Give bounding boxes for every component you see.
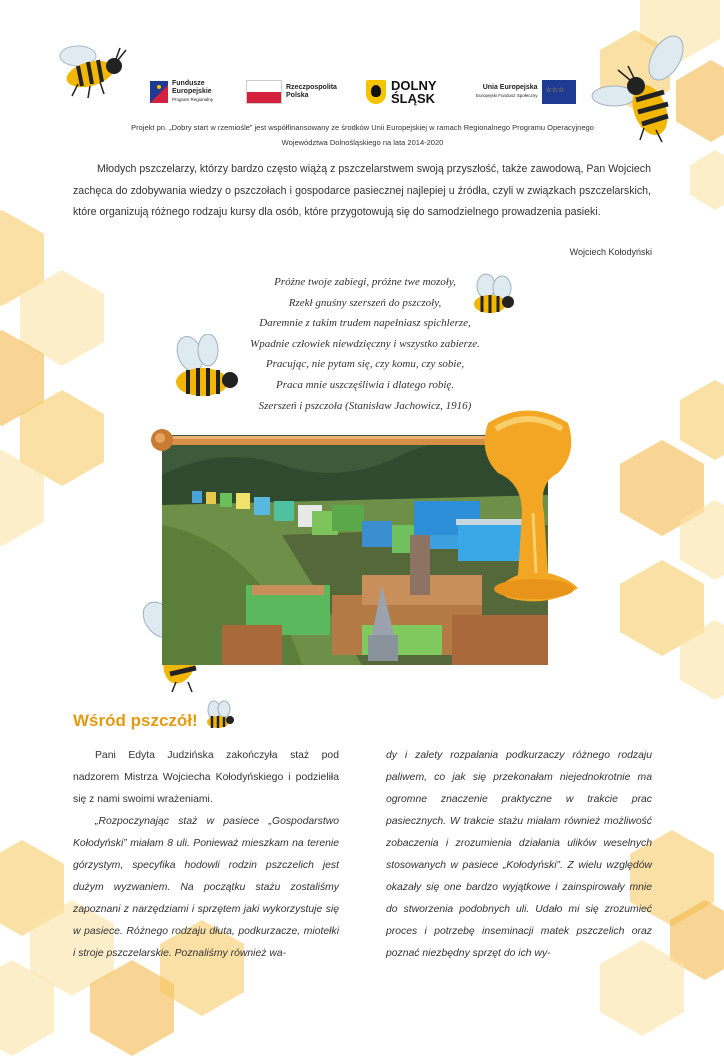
fundusze-europejskie-icon xyxy=(150,79,168,105)
honey-dipper-rod xyxy=(148,428,523,452)
ue-sub: Europejski Fundusz Społeczny xyxy=(476,93,538,98)
article-column-right xyxy=(386,745,652,965)
poem-line: Pracując, nie pytam się, czy komu, czy sobie, xyxy=(265,358,465,371)
rp-line1: Rzeczpospolita xyxy=(286,84,337,91)
honeycomb-cell xyxy=(690,150,724,210)
article-paragraph: dy i zalety rozpalania podkurzaczy różnego rodzaju paliwem, co jak się przekonałam niejednokrotnie ma ogromne znaczenie praktyczne w trakcie prac pasiecznych. W trakcie stażu miałam również możliwość zobaczenia i zrozumienia działania ulików weselnych stosowanych w pasiece „Kołodyński”. Z wielu względów okazały się one bardzo wyjątkowe i zainspirowały mnie do stworzenia podobnych uli. Udało mi się zrozumieć proces i potrzebę inseminacji matek pszczelich oraz poznać niezbędny sprzęt do ich wy- xyxy=(386,750,652,959)
logo-rzeczpospolita xyxy=(246,76,337,108)
honey-drip xyxy=(478,403,588,608)
bee-icon xyxy=(202,700,236,732)
ds-line2: ŚLĄSK xyxy=(391,91,436,106)
article-paragraph: Pani Edyta Judzińska zakończyła staż pod nadzorem Mistrza Wojciecha Kołodyńskiego i podzieliła się z nami swoimi wrażeniami. xyxy=(73,750,339,805)
fe-sub: Program Regionalny xyxy=(172,97,214,102)
article-paragraph: „Rozpoczynając staż w pasiece „Gospodarstwo Kołodyński” miałam 8 uli. Ponieważ mieszkam na terenie górzystym, specyfika hodowli rodzin pszczelich jest dużym wyzwaniem. Na początku stażu zostaliśmy zapoznani z narzędziami i sprzętem jaki wykorzystuje się w pasiece. Różnego rodzaju dłuta, podkurzacze, miotełki i stroje pszczelarskie. Poznaliśmy również wa- xyxy=(73,816,339,959)
poem-line: Daremnie z takim trudem napełniasz spichlerze, xyxy=(259,317,471,330)
poem-attribution: Szerszeń i pszczoła (Stanisław Jachowicz, 1916) xyxy=(258,399,472,412)
section-title: Wśród pszczół! xyxy=(73,711,198,730)
poem-line: Wpadnie człowiek niewdzięczny i wszystko zabierze. xyxy=(250,337,480,350)
project-line1: Projekt pn. „Dobry start w rzemiośle” jest współfinansowany ze środków Unii Europejskiej w ramach Regionalnego Programu Operacyjnego xyxy=(131,123,594,132)
project-info xyxy=(90,120,635,150)
project-line2: Województwa Dolnośląskiego na lata 2014-2020 xyxy=(281,138,444,147)
funding-logos xyxy=(150,76,580,108)
fe-line2: Europejskie xyxy=(172,88,212,95)
eagle-crest-icon xyxy=(366,80,386,104)
rp-line2: Polska xyxy=(286,92,309,99)
intro-paragraph: Młodych pszczelarzy, którzy bardzo często wiążą z pszczelarstwem swoją przyszłość, także zawodową, Pan Wojciech zachęca do zdobywania wiedzy o pszczołach i gospodarce pasiecznej najlepiej u źródła, czyli w związkach pszczelarskich, które organizują różnego rodzaju kursy dla osób, które przygotowują się do samodzielnego prowadzenia pasieki. xyxy=(73,163,651,218)
fe-line1: Fundusze xyxy=(172,80,205,87)
article-column-left xyxy=(73,745,339,965)
poem-line: Praca mnie uszczęśliwia i dlatego robię. xyxy=(275,378,455,391)
polish-flag-icon xyxy=(246,80,282,104)
eu-flag-icon xyxy=(542,80,576,104)
poem-line: Próżne twoje zabiegi, próżne twe mozoły, xyxy=(274,276,456,288)
ds-line1: DOLNY xyxy=(391,78,437,93)
logo-dolny-slask xyxy=(366,76,437,108)
bee-icon xyxy=(48,40,132,100)
intro-signature: Wojciech Kołodyński xyxy=(569,247,652,257)
ue-line1: Unia Europejska xyxy=(482,84,538,91)
poem xyxy=(150,272,580,416)
logo-fundusze-europejskie xyxy=(150,76,213,108)
poem-line: Rzekł gnuśny szerszeń do pszczoły, xyxy=(288,296,442,309)
logo-unia-europejska xyxy=(472,76,576,108)
honeycomb-cell xyxy=(680,380,724,460)
